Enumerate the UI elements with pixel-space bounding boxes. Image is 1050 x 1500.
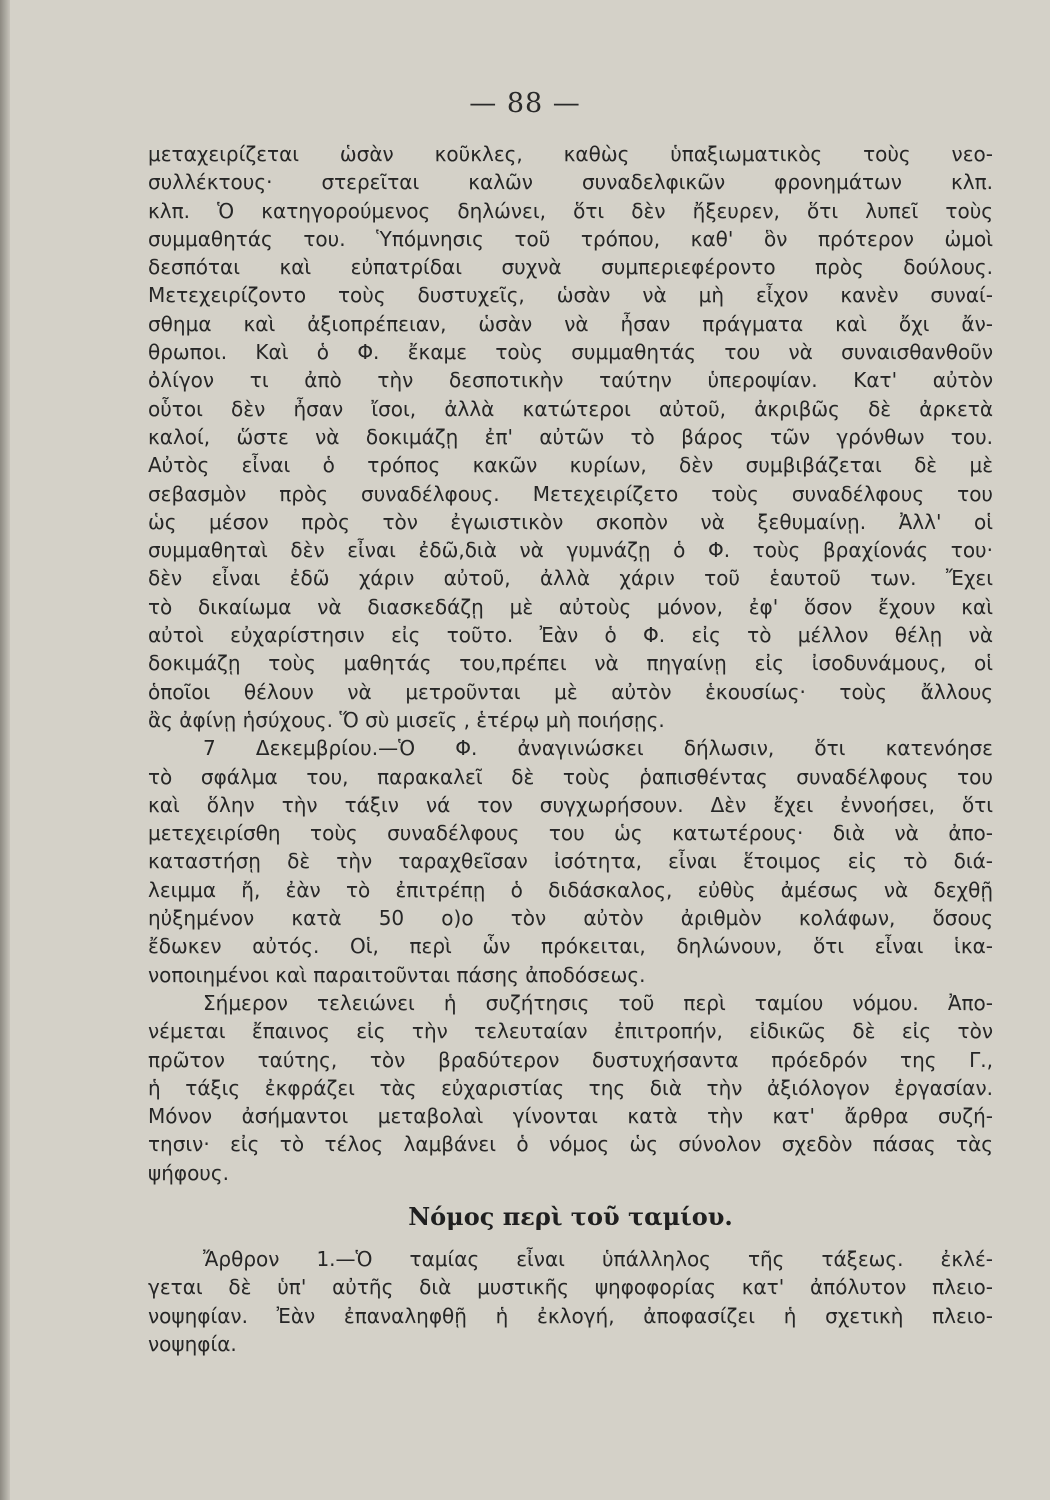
text-line: τὸ δικαίωμα νὰ διασκεδάζῃ μὲ αὐτοὺς μόνον, ἐφ' ὅσον ἔχουν καὶ (148, 594, 993, 619)
text-line: ηὐξημένον κατὰ 50 ο)ο τὸν αὐτὸν ἀριθμὸν κολάφων, ὅσους (148, 906, 993, 931)
text-line: μετεχειρίσθη τοὺς συναδέλφους του ὡς κατωτέρους· διὰ νὰ ἀπο- (148, 821, 993, 846)
text-line: σθημα καὶ ἀξιοπρέπειαν, ὡσὰν νὰ ἦσαν πράγματα καὶ ὄχι ἄν- (148, 311, 993, 336)
text-line: αὐτοὶ εὐχαρίστησιν εἰς τοῦτο. Ἐὰν ὁ Φ. εἰς τὸ μέλλον θέλῃ νὰ (148, 623, 993, 648)
text-line: πρῶτον ταύτης, τὸν βραδύτερον δυστυχήσαντα πρόεδρόν της Γ., (148, 1047, 993, 1072)
text-line: δὲν εἶναι ἐδῶ χάριν αὐτοῦ, ἀλλὰ χάριν τοῦ ἑαυτοῦ των. Ἔχει (148, 566, 993, 591)
text-line: ψήφους. (148, 1160, 229, 1185)
text-line: θρωποι. Καὶ ὁ Φ. ἔκαμε τοὺς συμμαθητάς του νὰ συναισθανθοῦν (148, 340, 993, 365)
text-line: δεσπόται καὶ εὐπατρίδαι συχνὰ συμπεριεφέροντο πρὸς δούλους. (148, 255, 993, 280)
paragraph-3 (148, 989, 993, 1187)
text-line: καλοί, ὥστε νὰ δοκιμάζῃ ἐπ' αὐτῶν τὸ βάρος τῶν γρόνθων του. (148, 424, 993, 449)
text-line: οὗτοι δὲν ἦσαν ἴσοι, ἀλλὰ κατώτεροι αὐτοῦ, ἀκριβῶς δὲ ἀρκετὰ (148, 396, 993, 421)
text-line: λειμμα ἤ, ἐὰν τὸ ἐπιτρέπῃ ὁ διδάσκαλος, εὐθὺς ἀμέσως νὰ δεχθῇ (148, 877, 993, 902)
text-line: ὡς μέσον πρὸς τὸν ἐγωιστικὸν σκοπὸν νὰ ξεθυμαίνῃ. Ἀλλ' οἱ (148, 509, 993, 534)
text-line: νοποιημένοι καὶ παραιτοῦνται πάσης ἀποδόσεως. (148, 962, 646, 987)
text-line: νοψηφίαν. Ἐὰν ἐπαναληφθῇ ἡ ἐκλογή, ἀποφασίζει ἡ σχετικὴ πλειο- (148, 1303, 993, 1328)
paragraph-4 (148, 1245, 993, 1358)
text-line: καταστήσῃ δὲ τὴν ταραχθεῖσαν ἰσότητα, εἶναι ἕτοιμος εἰς τὸ διά- (148, 849, 993, 874)
text-line: Ἄρθρον 1.—Ὁ ταμίας εἶναι ὑπάλληλος τῆς τάξεως. ἐκλέ- (203, 1246, 993, 1271)
text-line: σεβασμὸν πρὸς συναδέλφους. Μετεχειρίζετο τοὺς συναδέλφους του (148, 481, 993, 506)
text-line: Μόνον ἀσήμαντοι μεταβολαὶ γίνονται κατὰ τὴν κατ' ἄρθρα συζή- (148, 1104, 993, 1129)
text-line: δοκιμάζῃ τοὺς μαθητάς του,πρέπει νὰ πηγαίνῃ εἰς ἰσοδυνάμους, οἱ (148, 651, 993, 676)
text-line: 7 Δεκεμβρίου.—Ὁ Φ. ἀναγινώσκει δήλωσιν, ὅτι κατενόησε (203, 736, 993, 761)
paragraph-1 (148, 140, 993, 734)
text-line: ὀλίγον τι ἀπὸ τὴν δεσποτικὴν ταύτην ὑπεροψίαν. Κατ' αὐτὸν (148, 368, 993, 393)
text-line: ἔδωκεν αὐτός. Οἱ, περὶ ὧν πρόκειται, δηλώνουν, ὅτι εἶναι ἱκα- (148, 934, 993, 959)
section-heading: Νόμος περὶ τοῦ ταμίου. (408, 1201, 733, 1231)
text-line: συλλέκτους· στερεῖται καλῶν συναδελφικῶν φρονημάτων κλπ. (148, 170, 993, 195)
text-line: συμμαθητάς του. Ὑπόμνησις τοῦ τρόπου, καθ' ὃν πρότερον ὠμοὶ (148, 226, 993, 251)
text-line: τησιν· εἰς τὸ τέλος λαμβάνει ὁ νόμος ὡς σύνολον σχεδὸν πάσας τὰς (148, 1132, 993, 1157)
text-line: νοψηφία. (148, 1331, 237, 1356)
text-line: ὁποῖοι θέλουν νὰ μετροῦνται μὲ αὐτὸν ἑκουσίως· τοὺς ἄλλους (148, 679, 993, 704)
text-line: καὶ ὅλην τὴν τάξιν νά τον συγχωρήσουν. Δὲν ἔχει ἐννοήσει, ὅτι (148, 792, 993, 817)
text-line: ἂς ἀφίνῃ ἡσύχους. Ὅ σὺ μισεῖς , ἑτέρῳ μὴ ποιήσῃς. (148, 707, 665, 732)
paragraph-2 (148, 734, 993, 989)
text-line: Μετεχειρίζοντο τοὺς δυστυχεῖς, ὡσὰν νὰ μὴ εἶχον κανὲν συναί- (148, 283, 993, 308)
text-line: συμμαθηταὶ δὲν εἶναι ἐδῶ,διὰ νὰ γυμνάζῃ ὁ Φ. τοὺς βραχίονάς του· (148, 538, 993, 563)
page-binding-edge (0, 0, 10, 1500)
text-line: γεται δὲ ὑπ' αὐτῆς διὰ μυστικῆς ψηφοφορίας κατ' ἀπόλυτον πλειο- (148, 1275, 993, 1300)
page-text-body (148, 140, 993, 1358)
text-line: κλπ. Ὁ κατηγορούμενος δηλώνει, ὅτι δὲν ἤξευρεν, ὅτι λυπεῖ τοὺς (148, 198, 993, 223)
page-number: — 88 — (469, 88, 581, 119)
text-line: νέμεται ἔπαινος εἰς τὴν τελευταίαν ἐπιτροπήν, εἰδικῶς δὲ εἰς τὸν (148, 1019, 993, 1044)
text-line: τὸ σφάλμα του, παρακαλεῖ δὲ τοὺς ῥαπισθέντας συναδέλφους του (148, 764, 993, 789)
text-line: μεταχειρίζεται ὡσὰν κοῦκλες, καθὼς ὑπαξιωματικὸς τοὺς νεο- (148, 142, 993, 166)
text-line: Σήμερον τελειώνει ἡ συζήτησις τοῦ περὶ ταμίου νόμου. Ἀπο- (203, 990, 993, 1015)
text-line: Αὐτὸς εἶναι ὁ τρόπος κακῶν κυρίων, δὲν συμβιβάζεται δὲ μὲ (148, 453, 993, 478)
text-line: ἡ τάξις ἐκφράζει τὰς εὐχαριστίας της διὰ τὴν ἀξιόλογον ἐργασίαν. (148, 1075, 993, 1100)
